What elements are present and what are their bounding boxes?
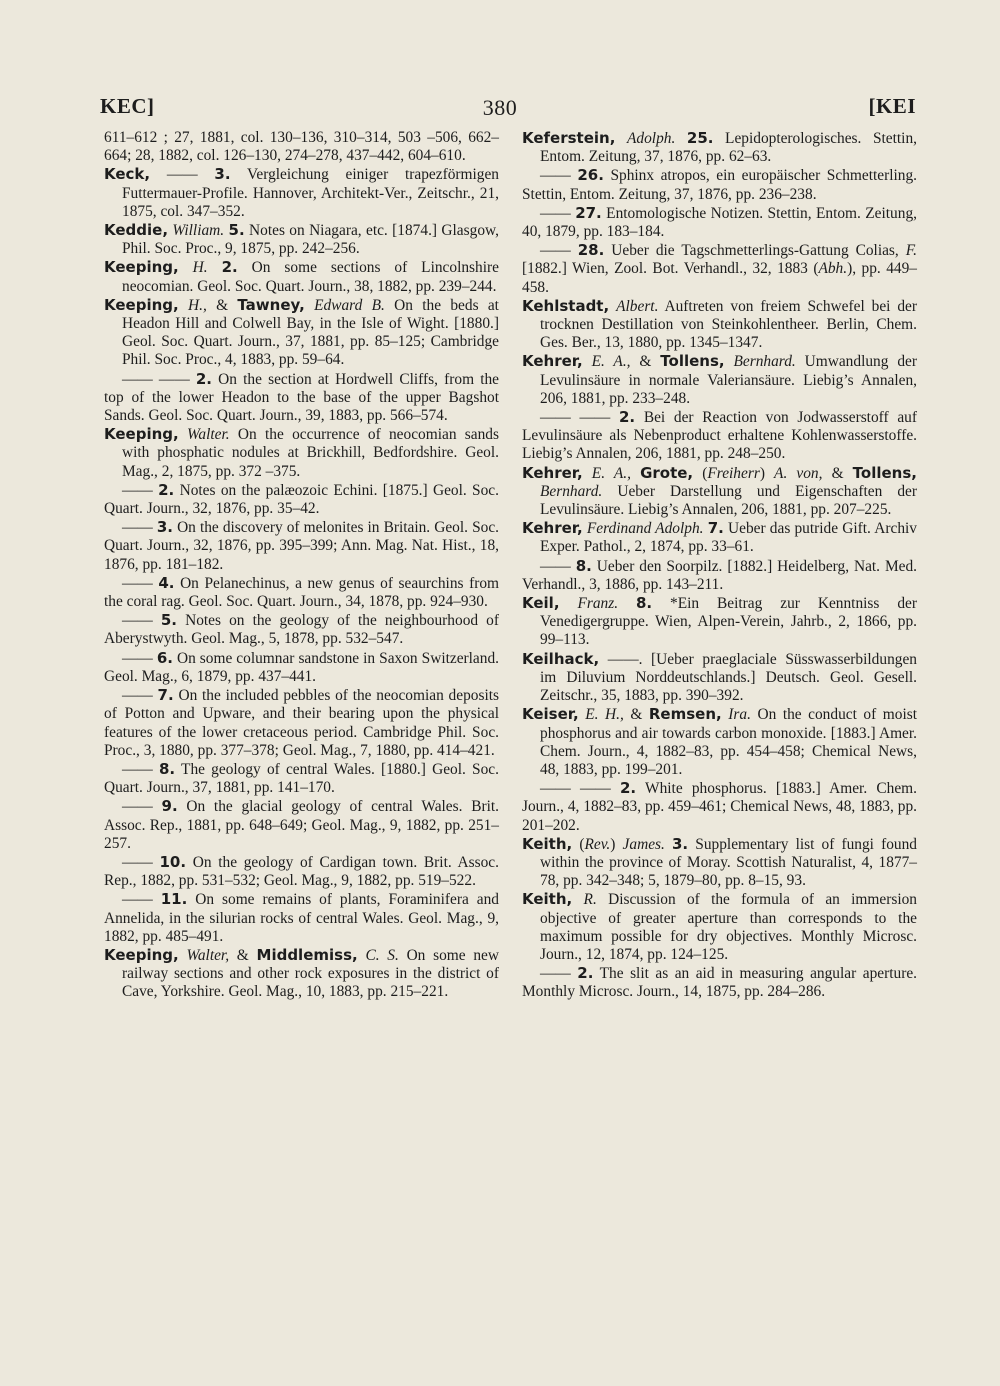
- entry-text: ——: [122, 649, 157, 667]
- entry-heading: 11.: [160, 890, 188, 909]
- entry-heading: Keith,: [522, 834, 573, 853]
- entry-text: Notes on the geology of the neighbourhood of Aberystwyth. Geol. Mag., 5, 1878, pp. 532–547.: [104, 612, 499, 648]
- entry-text: [179, 259, 193, 276]
- entry-text: Lepidopterologisches. Stettin, Entom. Zeitung, 37, 1876, pp. 62–63.: [540, 130, 917, 166]
- entry-text: Ueber Darstellung und Eigenschaften der Levulinsäure. Liebig’s Annalen, 206, 1881, pp. 207–225.: [540, 482, 917, 519]
- bibliography-entry: [522, 835, 917, 891]
- italic-name: Bernhard.: [540, 482, 603, 500]
- entry-text: Umwandlung der Levulinsäure in normale Valeriansäure. Liebig’s Annalen, 206, 1881, pp. 233–248.: [540, 353, 917, 407]
- bibliography-entry: [104, 221, 499, 258]
- entry-text: [572, 891, 583, 908]
- bibliography-subentry: [522, 204, 917, 241]
- entry-heading: Keith,: [522, 890, 573, 909]
- entry-heading: 9.: [161, 797, 178, 816]
- entry-text: Entomologische Notizen. Stettin, Entom. Zeitung, 40, 1879, pp. 183–184.: [522, 204, 917, 241]
- entry-text: Notes on the palæozoic Echini. [1875.] Geol. Soc. Quart. Journ., 32, 1876, pp. 35–42.: [104, 481, 499, 518]
- italic-name: Franz.: [577, 595, 619, 613]
- entry-heading: Remsen,: [648, 705, 722, 724]
- entry-text: ): [610, 835, 623, 853]
- entry-text: Bei der Reaction von Jodwasserstoff auf Levulinsäure als Nebenproduct erhaltene Kohlenwasserstoffe. Liebig’s Annalen, 206, 1881, pp. 248–250.: [522, 409, 917, 463]
- entry-heading: Tollens,: [852, 463, 917, 482]
- entry-text: &: [623, 706, 649, 724]
- entry-text: ——: [122, 612, 161, 630]
- bibliography-continuation: [104, 129, 499, 165]
- entry-heading: 2.: [158, 480, 175, 499]
- entry-text: Discussion of the formula of an immersion objective of greater aperture than corresponds to the maximum possible for dry objectives. Monthly Microsc. Journ., 12, 1874, pp. 124–125.: [540, 891, 917, 963]
- entry-heading: 8.: [575, 556, 592, 575]
- entry-text: On some columnar sandstone in Saxon Switzerland. Geol. Mag., 6, 1879, pp. 437–441.: [104, 649, 499, 685]
- entry-heading: 26.: [577, 166, 604, 185]
- bibliography-entry: [522, 352, 917, 408]
- entry-heading: Keeping,: [104, 258, 179, 277]
- entry-text: ——: [540, 242, 578, 260]
- italic-name: Bernhard.: [733, 353, 796, 371]
- entry-heading: 10.: [159, 852, 187, 871]
- page-number: 380: [482, 95, 518, 120]
- entry-heading: 27.: [575, 203, 602, 222]
- bibliography-subentry: [104, 574, 499, 611]
- entry-heading: 3.: [214, 165, 231, 184]
- entry-text: [179, 426, 187, 443]
- entry-text: [665, 836, 672, 853]
- entry-heading: 5.: [160, 611, 178, 630]
- entry-heading: 2.: [195, 369, 213, 388]
- entry-heading: Kehlstadt,: [522, 296, 610, 315]
- entry-text: (: [693, 464, 708, 482]
- bibliography-subentry: [104, 370, 499, 426]
- entry-heading: 2.: [618, 408, 636, 427]
- bibliography-entry: [522, 464, 917, 520]
- entry-text: ——: [540, 965, 578, 983]
- entry-text: ——: [122, 760, 159, 778]
- bibliography-entry: [104, 165, 499, 221]
- entry-heading: 8.: [635, 594, 653, 613]
- entry-text: [631, 465, 640, 482]
- entry-text: Sphinx atropos, ein europäischer Schmetterling. Stettin, Entom. Zeitung, 37, 1876, pp. 236–238.: [522, 167, 917, 203]
- bibliography-subentry: [522, 557, 917, 594]
- entry-text: ——: [122, 853, 160, 871]
- entry-text: Ueber den Soorpilz. [1882.] Heidelberg, Nat. Med. Verhandl., 3, 1886, pp. 143–211.: [522, 557, 917, 593]
- left-column: [104, 129, 499, 1002]
- entry-text: On the discovery of melonites in Britain. Geol. Soc. Quart. Journ., 32, 1876, pp. 395–399; Ann. Mag. Nat. Hist., 18, 1876, pp. 181–182.: [104, 519, 499, 573]
- entry-heading: 25.: [686, 129, 714, 147]
- entry-text: On the included pebbles of the neocomian deposits of Potton and Upware, and their bearing upon the physical features of the lower cretaceous period. Cambridge Phil. Soc. Proc., 3, 1880, pp. 377–378; Geol. Mag., 7, 1880, pp. 414–421.: [104, 687, 499, 759]
- entry-text: On Pelanechinus, a new genus of seaurchins from the coral rag. Geol. Soc. Quart. Journ., 34, 1878, pp. 924–930.: [104, 574, 499, 611]
- entry-text: Ueber die Tagschmetterlings-Gattung Colias,: [604, 242, 906, 260]
- entry-heading: Kehrer,: [522, 352, 583, 371]
- entry-text: ——: [540, 167, 578, 185]
- bibliography-entry: [522, 705, 917, 779]
- bibliography-subentry: [104, 853, 499, 890]
- italic-name: Walter.: [187, 426, 230, 444]
- entry-heading: Keddie,: [104, 221, 169, 240]
- italic-name: Adolph.: [627, 130, 676, 147]
- italic-name: C. S.: [365, 946, 399, 964]
- italic-name: E. A.,: [591, 464, 631, 482]
- bibliography-entry: [522, 297, 917, 353]
- entry-heading: Kehrer,: [522, 463, 583, 482]
- entry-heading: Keeping,: [104, 425, 179, 444]
- italic-name: Abh.: [818, 260, 848, 278]
- entry-heading: 3.: [156, 518, 173, 537]
- entry-text: On the occurrence of neocomian sands with phosphatic nodules at Brickhill, Bedfordshire. Geol. Mag., 2, 1875, pp. 372 –375.: [122, 426, 499, 480]
- bibliography-subentry: [104, 481, 499, 518]
- entry-text: ——: [150, 166, 215, 184]
- bibliography-subentry: [522, 241, 917, 297]
- entry-text: ——. [Ueber praeglaciale Süsswasserbildungen im Diluvium Norddeutschlands.] Deutsch. Geol. Gesell. Zeitschr., 35, 1883, pp. 390–392.: [540, 650, 917, 705]
- entry-heading: Keck,: [104, 165, 151, 184]
- italic-name: Walter,: [186, 946, 230, 964]
- bibliography-subentry: [104, 686, 499, 760]
- entry-heading: Tollens,: [660, 352, 725, 371]
- entry-text: Auftreten von freiem Schwefel bei der trocknen Destillation von Steinkohlentheer. Berlin, Chem. Ges. Ber., 13, 1880, pp. 1345–1347.: [540, 297, 917, 352]
- entry-text: &: [822, 464, 853, 482]
- italic-name: Ferdinand Adolph.: [586, 520, 704, 538]
- entry-text: *Ein Beitrag zur Kenntniss der Venedigergruppe. Wien, Alpen-Verein, Jahrb., 2, 1866, pp. 99–113.: [540, 595, 917, 649]
- entry-text: On the geology of Cardigan town. Brit. Assoc. Rep., 1882, pp. 531–532; Geol. Mag., 9, 1882, pp. 519–522.: [104, 853, 499, 890]
- italic-name: H.,: [188, 296, 207, 314]
- italic-name: E. A.,: [591, 353, 631, 371]
- entry-heading: 4.: [158, 573, 175, 592]
- entry-heading: 8.: [158, 759, 176, 778]
- entry-text: [208, 259, 222, 276]
- entry-text: ——: [122, 481, 159, 499]
- entry-text: On the section at Hordwell Cliffs, from the top of the lower Headon to the base of the upper Bagshot Sands. Geol. Soc. Quart. Journ., 39, 1883, pp. 566–574.: [104, 370, 499, 425]
- bibliography-subentry: [104, 760, 499, 797]
- italic-name: Albert.: [616, 297, 659, 315]
- italic-name: R.: [583, 891, 597, 909]
- entry-text: —— ——: [540, 780, 620, 798]
- entry-text: &: [630, 353, 661, 371]
- entry-heading: 28.: [577, 241, 605, 260]
- entry-text: ——: [122, 574, 159, 592]
- entry-heading: Keiser,: [522, 705, 579, 724]
- entry-heading: 3.: [672, 834, 689, 853]
- entry-heading: 6.: [156, 648, 173, 667]
- entry-heading: Keferstein,: [522, 129, 616, 147]
- italic-name: H.: [192, 259, 208, 277]
- entry-text: White phosphorus. [1883.] Amer. Chem. Journ., 4, 1882–83, pp. 459–461; Chemical News, 48, 1883, pp. 201–202.: [522, 780, 917, 834]
- bibliography-entry: [104, 946, 499, 1002]
- entry-text: &: [206, 296, 238, 314]
- entry-text: ——: [122, 798, 162, 816]
- entry-text: ——: [540, 204, 576, 222]
- entry-text: The slit as an aid in measuring angular aperture. Monthly Microsc. Journ., 14, 1875, pp. 284–286.: [522, 965, 917, 1001]
- bibliography-subentry: [104, 890, 499, 946]
- entry-heading: Grote,: [640, 463, 694, 482]
- entry-text: [1882.] Wien, Zool. Bot. Verhandl., 32, 1883 (: [522, 260, 819, 278]
- bibliography-subentry: [104, 611, 499, 648]
- entry-text: [618, 595, 636, 612]
- entry-heading: 2.: [221, 258, 238, 277]
- entry-text: On the conduct of moist phosphorus and air towards carbon monoxide. [1883.] Amer. Chem. Journ., 4, 1882–83, pp. 454–458; Chemical News, 48, 1883, pp. 199–201.: [540, 706, 917, 778]
- bibliography-subentry: [522, 779, 917, 835]
- entry-heading: 2.: [577, 964, 594, 983]
- entry-text: Supplementary list of fungi found within the province of Moray. Scottish Naturalist, 4, 1877–78, pp. 342–348; 5, 1879–80, pp. 8–15, 93.: [540, 835, 917, 890]
- entry-text: The geology of central Wales. [1880.] Geol. Soc. Quart. Journ., 37, 1881, pp. 141–170.: [104, 760, 499, 797]
- entry-text: On some remains of plants, Foraminifera and Annelida, in the silurian rocks of central Wales. Geol. Mag., 9, 1882, pp. 485–491.: [104, 891, 499, 945]
- bibliography-subentry: [522, 166, 917, 203]
- entry-text: [583, 353, 592, 370]
- entry-text: Notes on Niagara, etc. [1874.] Glasgow, Phil. Soc. Proc., 9, 1875, pp. 242–256.: [122, 222, 499, 258]
- entry-heading: 7.: [707, 519, 724, 538]
- entry-text: ——: [122, 891, 161, 909]
- entry-heading: Keilhack,: [522, 649, 600, 668]
- entry-text: [583, 465, 592, 482]
- entry-heading: 5.: [228, 221, 245, 240]
- bibliography-subentry: [522, 408, 917, 464]
- bibliography-subentry: [104, 797, 499, 853]
- italic-name: Ira.: [728, 706, 751, 724]
- entry-text: [615, 130, 627, 147]
- entry-text: (: [572, 835, 585, 853]
- right-column: [522, 129, 917, 1002]
- entry-text: ), pp. 449–458.: [522, 260, 917, 296]
- entry-text: [305, 297, 314, 314]
- italic-name: F.: [905, 242, 917, 260]
- entry-heading: Keil,: [522, 594, 560, 613]
- italic-name: Rev.: [584, 835, 611, 853]
- entry-text: On the glacial geology of central Wales. Brit. Assoc. Rep., 1881, pp. 648–649; Geol. Mag., 9, 1882, pp. 251–257.: [104, 798, 499, 852]
- italic-name: William.: [172, 222, 225, 240]
- bibliography-subentry: [104, 649, 499, 686]
- entry-text: ): [759, 464, 775, 482]
- entry-text: Vergleichung einiger trapezförmigen Futtermauer-Profile. Hannover, Architekt-Ver., Zeitschr., 21, 1875, col. 347–352.: [122, 166, 499, 220]
- entry-text: [179, 297, 188, 314]
- bibliography-entry: [522, 890, 917, 964]
- bibliography-entry: [522, 519, 917, 556]
- entry-text: Ueber das putride Gift. Archiv Exper. Pathol., 2, 1874, pp. 33–61.: [540, 520, 917, 556]
- entry-text: On some sections of Lincolnshire neocomian. Geol. Soc. Quart. Journ., 38, 1882, pp. 239–244.: [122, 259, 499, 295]
- bibliography-entry: [104, 258, 499, 295]
- entry-text: ——: [540, 557, 576, 575]
- entry-text: &: [229, 946, 257, 964]
- bibliography-entry: [104, 296, 499, 370]
- italic-name: A. von,: [774, 464, 823, 482]
- entry-text: On some new railway sections and other rock exposures in the district of Cave, Yorkshire. Geol. Mag., 10, 1883, pp. 215–221.: [122, 946, 499, 1001]
- entry-heading: Kehrer,: [522, 519, 583, 538]
- italic-name: E. H.,: [585, 706, 624, 724]
- bibliography-entry: [522, 650, 917, 706]
- bibliography-entry: [104, 425, 499, 481]
- italic-name: James.: [622, 835, 665, 853]
- running-head-right: [KEI: [868, 94, 916, 118]
- bibliography-subentry: [104, 518, 499, 574]
- entry-heading: 2.: [619, 779, 637, 798]
- bibliography-subentry: [522, 964, 917, 1001]
- italic-name: Edward B.: [314, 296, 385, 314]
- entry-text: On the beds at Headon Hill and Colwell Bay, in the Isle of Wight. [1880.] Geol. Soc. Quart. Journ., 37, 1881, pp. 85–125; Cambridge Phil. Soc. Proc., 4, 1883, pp. 59–64.: [122, 296, 499, 369]
- entry-text: 611–612 ; 27, 1881, col. 130–136, 310–314, 503 –506, 662–664; 28, 1882, col. 126–130, 274–278, 437–442, 604–610.: [104, 129, 499, 165]
- italic-name: Freiherr: [707, 464, 760, 482]
- entry-text: —— ——: [540, 409, 619, 427]
- entry-heading: Middlemiss,: [256, 945, 358, 964]
- entry-heading: 7.: [157, 686, 174, 705]
- entry-text: ——: [122, 519, 157, 537]
- running-head-left: KEC]: [100, 94, 155, 118]
- entry-heading: Keeping,: [104, 295, 179, 314]
- entry-text: —— ——: [122, 370, 196, 388]
- entry-text: [560, 595, 578, 612]
- entry-text: ——: [122, 687, 158, 705]
- bibliography-entry: [522, 594, 917, 650]
- entry-text: [675, 130, 687, 147]
- entry-heading: Tawney,: [237, 295, 305, 314]
- bibliography-entry: [522, 129, 917, 166]
- entry-heading: Keeping,: [104, 945, 179, 964]
